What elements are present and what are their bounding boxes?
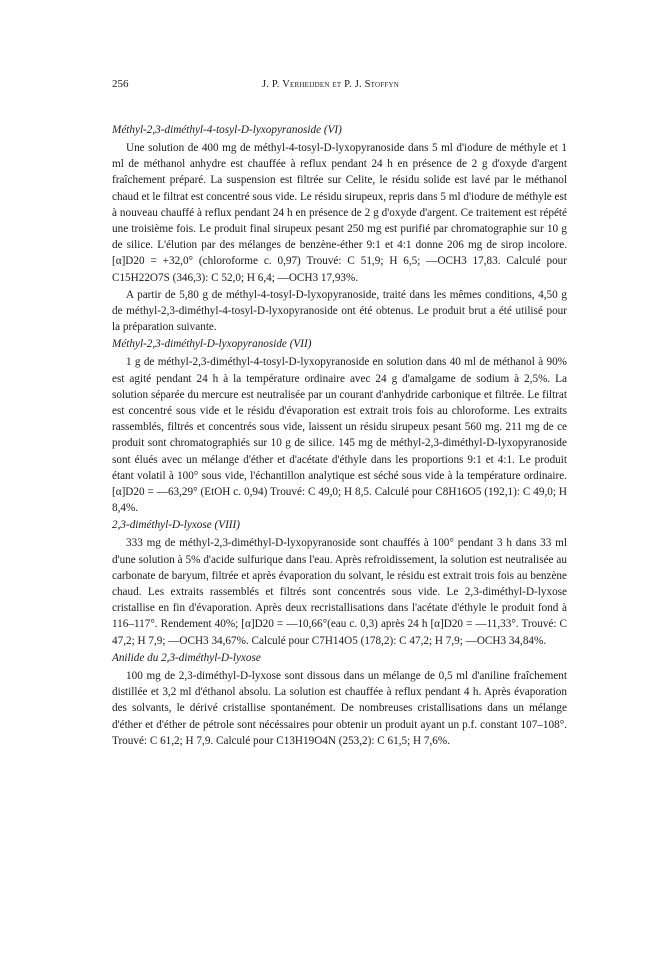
paragraph: 1 g de méthyl-2,3-diméthyl-4-tosyl-D-lyxopyranoside en solution dans 40 ml de méthanol à 90% est agité pendant 24 h à la température ordinaire avec 24 g d'amalgame de sodium à 2,5%. La solution séparée du mercure est neutralisée par un courant d'anhydride carbonique et filtrée. Le filtrat est concentré sous vide et le résidu d'évaporation est extrait trois fois au chloroforme. Les extraits rassemblés, filtrés et concentrés sous vide, laissent un résidu sirupeux pesant 560 mg. 211 mg de ce produit sont chromatographiés sur 10 g de silice. 145 mg de méthyl-2,3-diméthyl-D-lyxopyranoside sont élués avec un mélange d'éther et d'acétate d'éthyle dans les proportions 9:1 et 4:1. Le produit étant volatil à 100° sous vide, l'échantillon analytique est séché sous vide à la température ordinaire. [α]D20 = —63,29° (EtOH c. 0,94) Trouvé: C 49,0; H 8,5. Calculé pour C8H16O5 (192,1): C 49,0; H 8,4%. xyxy=(112,356,567,515)
journal-page xyxy=(112,78,567,750)
page-number: 256 xyxy=(112,78,129,90)
section-compound-vii xyxy=(112,336,567,516)
section-compound-viii xyxy=(112,517,567,648)
paragraph: A partir de 5,80 g de méthyl-4-tosyl-D-lyxopyranoside, traité dans les mêmes conditions, 4,50 g de méthyl-2,3-diméthyl-4-tosyl-D-lyxopyranoside ont été obtenus. Le produit brut a été utilisé pour la préparation suivante. xyxy=(112,288,567,334)
section-anilide xyxy=(112,650,567,749)
section-title: Méthyl-2,3-diméthyl-D-lyxopyranoside (VII) xyxy=(112,338,312,351)
section-compound-vi xyxy=(112,122,567,335)
paragraph: Une solution de 400 mg de méthyl-4-tosyl-D-lyxopyranoside dans 5 ml d'iodure de méthyle et 1 ml de méthanol anhydre est chauffée à reflux pendant 24 h en présence de 2 g d'oxyde d'argent fraîchement préparé. La suspension est filtrée sur Celite, le résidu solide est lavé par le méthanol chaud et le filtrat est concentré sous vide. Le résidu sirupeux, repris dans 5 ml d'iodure de méthyle est à nouveau chauffé à reflux pendant 24 h en présence de 2 g d'oxyde d'argent. Ce traitement est répété une troisième fois. Le produit final sirupeux pesant 250 mg est purifié par chromatographie sur 10 g de silice. L'élution par des mélanges de benzène-éther 9:1 et 4:1 donne 206 mg de sirop incolore. [α]D20 = +32,0° (chloroforme c. 0,97) Trouvé: C 51,9; H 6,5; —OCH3 17,83. Calculé pour C15H22O7S (346,3): C 52,0; H 6,4; —OCH3 17,93%. xyxy=(112,142,567,284)
paragraph: 333 mg de méthyl-2,3-diméthyl-D-lyxopyranoside sont chauffés à 100° pendant 3 h dans 33 ml d'une solution à 5% d'acide sulfurique dans l'eau. Après refroidissement, la solution est neutralisée au carbonate de baryum, filtrée et après évaporation du solvant, le résidu est extrait trois fois au benzène chaud. Les extraits rassemblés et filtrés sont concentrés sous vide. Le 2,3-diméthyl-D-lyxose cristallise en fin d'évaporation. Après deux recristallisations dans l'acétate d'éthyle le produit fond à 116–117°. Rendement 40%; [α]D20 = —10,66°(eau c. 0,3) après 24 h [α]D20 = —11,33°. Trouvé: C 47,2; H 7,9; —OCH3 34,67%. Calculé pour C7H14O5 (178,2): C 47,2; H 7,9; —OCH3 34,84%. xyxy=(112,537,567,647)
section-title: Anilide du 2,3-diméthyl-D-lyxose xyxy=(112,651,261,664)
paragraph: 100 mg de 2,3-diméthyl-D-lyxose sont dissous dans un mélange de 0,5 ml d'aniline fraîchement distillée et 3,2 ml d'éthanol absolu. La solution est chauffée à reflux pendant 4 h. Après évaporation des solvants, le dérivé cristallise spontanément. De nombreuses cristallisations dans un mélange d'éther et d'éther de pétrole sont nécéssaires pour obtenir un produit ayant un p.f. constant 107–108°. Trouvé: C 61,2; H 7,9. Calculé pour C13H19O4N (253,2): C 61,5; H 7,6%. xyxy=(112,669,567,747)
section-title: 2,3-diméthyl-D-lyxose (VIII) xyxy=(112,519,240,532)
running-head-authors: J. P. Verheijden et P. J. Stoffyn xyxy=(262,79,399,90)
section-title: Méthyl-2,3-diméthyl-4-tosyl-D-lyxopyranoside (VI) xyxy=(112,124,342,136)
running-header xyxy=(112,78,567,94)
